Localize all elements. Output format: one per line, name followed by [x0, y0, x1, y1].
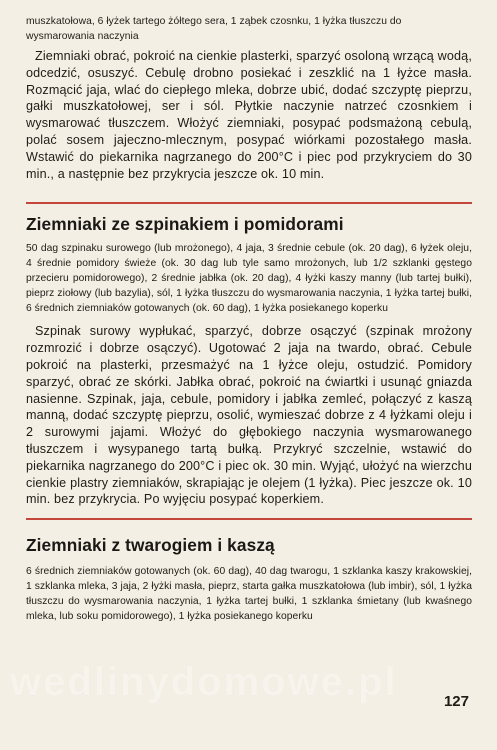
- section-divider-1: [26, 202, 472, 204]
- recipe-title-cottage-cheese-groats: Ziemniaki z twarogiem i kaszą: [26, 535, 275, 556]
- recipe-title-spinach-tomato: Ziemniaki ze szpinakiem i pomidorami: [26, 214, 344, 235]
- page-number: 127: [443, 693, 469, 710]
- section2-instructions: Szpinak surowy wypłukać, sparzyć, dobrze osączyć (szpinak mrożony rozmrozić i dobrze osączyć). Ugotować 2 jaja na twardo, obrać. Cebule pokroić na plasterki, przesmażyć na 1 łyżce oleju, ostudzić. Pomidory sparzyć, obrać ze skórki. Jabłka obrać, pokroić na ćwiartki i usunąć gniazda nasienne. Szpinak, jaja, cebule, pomidory i jabłka zemleć, połączyć z kaszą manną, dodać szczyptę pieprzu, osolić, wymieszać dobrze z 4 łyżkami oleju i 2 surowymi jajami. Włożyć do głębokiego naczynia wysmarowanego tłuszczem i wysypanego tartą bułką. Przykryć szczelnie, wstawić do piekarnika nagrzanego do 200°C i piec ok. 30 min. Wyjąć, ułożyć na wierzchu cienkie plastry ziemniaków, skrapiając je olejem (1 łyżka). Piec jeszcze ok. 10 min. bez przykrycia. Po wyjęciu posypać koperkiem.: [26, 324, 472, 507]
- section-divider-2: [26, 518, 472, 520]
- watermark-logo: wedlinydomowe.pl: [10, 660, 398, 704]
- section1-ingredients: muszkatołowa, 6 łyżek tartego żółtego sera, 1 ząbek czosnku, 1 łyżka tłuszczu do wysmarowania naczynia: [26, 16, 402, 42]
- section1-instructions: Ziemniaki obrać, pokroić na cienkie plasterki, sparzyć osoloną wrzącą wodą, odcedzić, osuszyć. Cebulę drobno posiekać i zeszklić na 1 łyżce masła. Rozmącić jaja, wlać do ciepłego mleka, dobrze ubić, dodać szczyptę pieprzu, gałki muszkatołowej, ser i sól. Płytkie naczynie natrzeć czosnkiem i wysmarować tłuszczem. Włożyć ziemniaki, posypać podsmażoną cebulą, polać sosem jajeczno-mlecznym, posypać wiórkami pozostałego masła. Wstawić do piekarnika nagrzanego do 200°C i piec pod przykryciem do 30 min., a następnie bez przykrycia jeszcze ok. 10 min.: [26, 49, 472, 181]
- page-content: [26, 14, 472, 624]
- section3-ingredients: 6 średnich ziemniaków gotowanych (ok. 60 dag), 40 dag twarogu, 1 szklanka kaszy krakowskiej, 1 szklanka mleka, 3 jaja, 2 łyżki masła, pieprz, starta gałka muszkatołowa (lub imbir), sól, 1 łyżka tłuszczu do wysmarowania naczynia, 1 łyżka tartej bułki, 1 szklanka śmietany (lub kwaśnego mleka, lub soku pomidorowego), 1 łyżka posiekanego koperku: [26, 566, 472, 623]
- section2-ingredients: 50 dag szpinaku surowego (lub mrożonego), 4 jaja, 3 średnie cebule (ok. 20 dag), 6 łyżek oleju, 4 średnie pomidory świeże (ok. 30 dag lub tyle samo mrożonych, lub 1/2 szklanki gęstego przecieru pomidorowego), 2 średnie jabłka (ok. 20 dag), 4 łyżki kaszy manny (lub tartej bułki), pieprz ziołowy (lub bazylia), sól, 1 łyżka tłuszczu do wysmarowania naczynia, 1 łyżka tartej bułki, 6 średnich ziemniaków gotowanych (ok. 60 dag), 1 łyżka posiekanego koperku: [26, 243, 472, 315]
